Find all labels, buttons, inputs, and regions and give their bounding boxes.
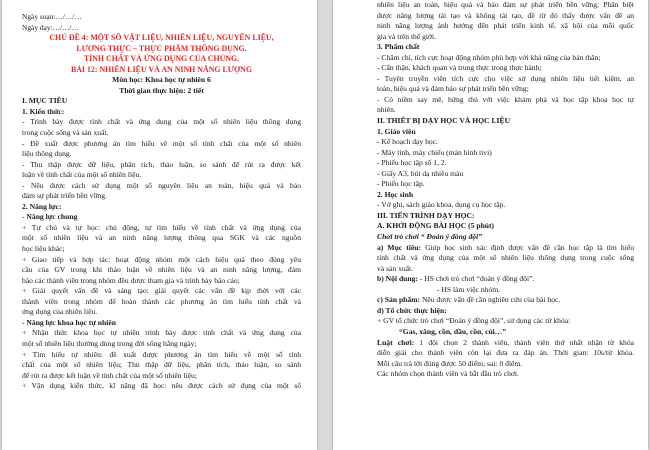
right-text-line: tính chất và ứng dụng của một số nhiên liệu thông dụng trong cuộc sống [377,253,634,263]
right-text-line: toàn, hiệu quả và đảm bảo sự phát triển bền vững; [377,84,529,94]
left-text-line: + Giao tiếp và hợp tác: hoạt động nhóm một cách hiệu quả theo đúng yêu [22,254,301,264]
left-text-line: Thời gian thực hiện: 2 tiết [119,85,204,95]
left-text-line: để rút ra được kết luận về tính chất của một số nhiên liệu; [22,370,197,380]
right-text-line: d) Tổ chức thực hiện: [377,305,447,315]
left-text-line: + Tự chủ và tự học: chủ động, tự tìm hiểu về tính chất và ứng dụng của [22,222,301,232]
page-right-text-column [377,0,634,380]
left-text-line: ứng dụng của nhiên liệu. [22,307,98,317]
left-text-line: LƯƠNG THỰC – THỰC PHẨM THÔNG DỤNG. [76,43,247,53]
right-text-line: Chơi trò chơi “ Đoán ý đồng đội” [377,232,482,242]
left-text-line: + Nhận thức khoa học tự nhiên trình bày được tính chất và ứng dụng của [22,328,301,338]
left-text-line: - Trình bày được tính chất và ứng dụng của một số nhiên liệu thông dụng [22,117,301,127]
right-text-line: diễn giải cho thành viên còn lại đưa ra đáp án. Thời gian: 10s/từ khóa. [377,348,634,358]
right-text-line: - Tuyên truyền viên tích cực cho việc sử dụng nhiên liệu tiết kiệm, an [377,73,634,83]
left-text-line: một số nhiên liệu và an ninh năng lượng thông qua SGK và các nguồn [22,233,301,243]
left-text-line: I. MỤC TIÊU [22,96,68,106]
right-text-line [377,274,634,285]
line-rest-text: - HS chơi trò chơi “đoán ý đồng đội”. [417,274,535,284]
right-text-line: gia và trên thế giới. [377,31,437,41]
left-text-line: luận về tính chất của một số nhiên liệu. [22,170,142,180]
left-text-line: - Đề xuất được phương án tìm hiểu về một số tính chất của một số nhiên [22,138,301,148]
right-text-line: 1. Giáo viên [377,126,416,136]
right-text-line: nhiên. [377,105,396,115]
left-text-line: Ngày soạn:…/…/… [22,12,82,21]
left-text-line: liệu thông dụng. [22,149,72,159]
right-text-line: và sản xuất. [377,263,414,273]
line-lead-label: a) Mục tiêu: [377,242,422,252]
right-text-line: A. KHỞI ĐỘNG BÀI HỌC (5 phút) [377,221,495,231]
left-text-line: 1. Kiến thức: [22,106,65,116]
line-rest-text: 1 đội chọn 2 thành viên, thành viên thứ nhất nhận từ khóa [414,337,634,347]
line-rest-text: Nêu được vấn đề cần nghiên cứu của bài học. [420,295,561,305]
right-text-line: nhiên liệu an toàn, hiệu quả và bảo đảm sự phát triển bền vững; Phân biệt [377,0,634,9]
right-text-line: ninh năng lượng ảnh hưởng đến phát triển kinh tế, xã hội của mỗi quốc [377,21,634,31]
line-lead-label: Luật chơi: [377,337,415,347]
right-text-line: - Cẩn thận, khách quan và trung thực trong thực hành; [377,63,542,73]
left-text-line: - Năng lực chung [22,212,78,222]
left-text-line: cầu của GV trong khi thảo luận về nhiên liệu và an ninh năng lượng, đảm [22,265,301,275]
left-text-line: bảo các thành viên trong nhóm đều được tham gia và trình bày báo cáo; [22,275,240,285]
right-text-line: + GV tổ chức trò chơi “Đoán ý đồng đội”, sử dụng các từ khóa: [377,316,571,326]
left-text-line: - Năng lực khoa học tự nhiên [22,317,116,327]
right-text-line: II. THIẾT BỊ DẠY HỌC VÀ HỌC LIỆU [377,116,511,126]
line-rest-text: Giúp học sinh xác định được vấn đề cần học tập là tìm hiểu [421,242,634,252]
document-page-right [333,0,648,450]
right-text-line: - Phiếu học tập. [377,179,425,189]
line-lead-label: b) Nội dung: [377,274,418,284]
right-text-line [377,243,634,254]
left-text-line: chất của một số nhiên liệu; Thu thập dữ liệu, phân tích, thảo luận, so sánh [22,360,301,370]
right-text-line: - Máy tính, máy chiếu (màn hình tivi) [377,147,492,157]
left-text-line: Môn học: Khoa học tự nhiên 6 [112,75,211,85]
left-text-line: BÀI 12: NHIÊN LIỆU VÀ AN NINH NĂNG LƯỢNG [70,64,253,74]
left-text-line: + Tìm hiểu tự nhiên: đề xuất được phương án tìm hiểu về một số tính [22,349,301,359]
right-text-line: - Có niềm say mê, hứng thú với việc khám phá và học tập khoa học tự [377,94,634,104]
right-text-line: Mỗi câu trả lời đúng được 50 điểm; sai: 0 điểm. [377,358,523,368]
document-page-left [2,0,317,450]
right-text-line: được năng lượng tái tạo và không tái tạo, đề từ đó thấy được vấn đề an [377,10,634,20]
left-text-line: CHỦ ĐỀ 4: MỘT SỐ VẬT LIỆU, NHIÊN LIỆU, NGUYÊN LIỆU, [49,33,274,43]
right-text-line [377,295,634,306]
right-text-line: Các nhóm chọn thành viên và bắt đầu trò chơi. [377,369,519,379]
page-left-text-column [22,12,301,392]
line-lead-label: c) Sản phẩm: [377,295,421,305]
right-text-line [377,338,634,349]
left-text-line: - Thu thập được dữ liệu, phân tích, thảo luận, so sánh để rút ra được kết [22,159,301,169]
right-text-line: III. TIẾN TRÌNH DẠY HỌC: [377,210,475,220]
left-text-line: Ngày dạy:…/…/… [22,22,79,32]
right-text-line: - Vở ghi, sách giáo khoa, dụng cụ học tập. [377,200,506,210]
right-text-line: - Kế hoạch dạy học. [377,137,438,147]
left-text-line: + Vận dụng kiến thức, kĩ năng đã học: nêu được cách sử dụng của một số [22,381,301,391]
left-text-line: 2. Năng lực: [22,201,62,211]
right-text-line: - Giấy A3, bút dạ nhiều màu [377,168,464,178]
right-text-line: 2. Học sinh [377,189,414,199]
right-text-line: “Gas, xăng, cồn, dầu, cồn, củi…” [399,326,507,336]
right-text-line: - Phiếu học tập số 1, 2. [377,158,447,168]
right-text-line: - HS làm việc nhóm. [437,284,501,294]
left-text-line: học liệu khác; [22,244,65,254]
left-text-line: + Giải quyết vấn đề và sáng tạo: giải quyết các vấn đề kịp thời với các [22,286,301,296]
left-text-line: trong cuộc sống và sản xuất. [22,128,109,138]
left-text-line: đảm sự phát triển bền vững. [22,191,107,201]
left-text-line: một số nhiên liệu thường dùng trong đời sống hằng ngày; [22,338,197,348]
right-text-line: - Chăm chỉ, tích cực hoạt động nhóm phù hợp với khả năng của bản thân; [377,52,601,62]
right-text-line: 3. Phẩm chất [377,42,420,52]
left-text-line: thành viên trong nhóm để hoàn thành các phương án tìm hiểu tính chất và [22,296,301,306]
left-text-line: - Nêu được cách sử dụng một số nguyên liệu an toàn, hiệu quả và bảo [22,180,301,190]
left-text-line: TÍNH CHẤT VÀ ỨNG DỤNG CỦA CHÚNG. [83,54,240,64]
